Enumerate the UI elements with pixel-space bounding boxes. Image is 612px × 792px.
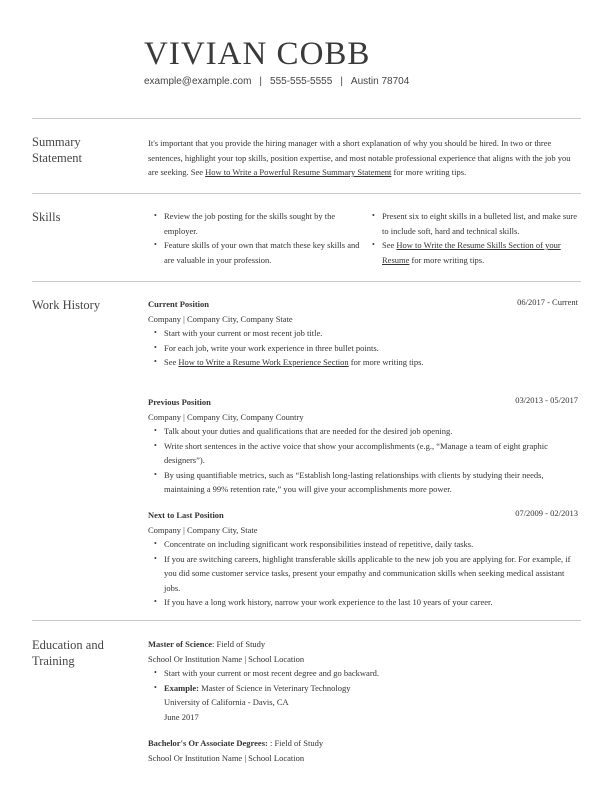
divider <box>32 281 581 282</box>
email-text: example@example.com <box>144 76 252 87</box>
degree-name: Bachelor's Or Associate Degrees: <box>148 738 268 748</box>
summary-heading <box>32 134 82 166</box>
job-dates: 03/2013 - 05/2017 <box>515 395 578 405</box>
example-label: Example: <box>164 682 199 693</box>
skill-item: • Feature skills of your own that match these key skills and are valuable in your profession. <box>148 238 362 267</box>
skills-right-list <box>366 209 580 267</box>
resume-name: VIVIAN COBB <box>144 36 371 72</box>
summary-link[interactable]: How to Write a Powerful Resume Summary Statement <box>205 167 392 177</box>
skill-item <box>366 238 580 267</box>
degree-field: : Field of Study <box>267 738 324 748</box>
job-bullet: • If you have a long work history, narrow your work experience to the last 10 years of your career. <box>148 595 580 610</box>
summary-heading-line1: Summary <box>32 135 81 149</box>
location-text: Austin 78704 <box>350 76 410 87</box>
job-title: Next to Last Position <box>148 510 224 520</box>
example-degree: Master of Science in Veterinary Technology <box>198 682 351 693</box>
job-entry <box>148 508 580 610</box>
degree-name: Master of Science <box>148 639 213 649</box>
separator: | <box>259 76 263 87</box>
degree-line <box>148 637 580 652</box>
job-entry <box>148 395 580 497</box>
skill-item: • Review the job posting for the skills sought by the employer. <box>148 209 362 238</box>
job-bullet: • By using quantifiable metrics, such as “Establish long-lasting relationships with clients by studying their needs, maintaining a 99% retention rate,” you will give your accomplishments more power. <box>148 468 580 497</box>
job-entry <box>148 297 580 370</box>
job-bullet: • Talk about your duties and qualifications that are needed for the desired job opening. <box>148 424 580 439</box>
school-line: School Or Institution Name | School Location <box>148 653 305 664</box>
education-heading-line2: Training <box>32 654 75 668</box>
education-entry <box>148 736 580 765</box>
separator: | <box>340 76 343 87</box>
job-bullet <box>148 355 580 370</box>
summary-tail: for more writing tips. <box>391 167 467 177</box>
job-title: Current Position <box>148 299 209 309</box>
job-bullet: • Write short sentences in the active voice that show your accomplishments (e.g., “Manage a team of eight graphic designers”). <box>148 439 580 468</box>
job-company: Company | Company City, Company Country <box>148 411 304 422</box>
degree-line <box>148 736 580 751</box>
education-entry <box>148 637 580 724</box>
degree-field: : Field of Study <box>212 639 266 649</box>
summary-text <box>148 136 580 180</box>
summary-body: It's important that you provide the hiring manager with a short explanation of why you should be hired. In two or three sentences, highlight your top skills, position expertise, and most notable professional experience that aligns with the job you are seeking. See <box>148 138 571 177</box>
job-bullet: • For each job, write your work experience in three bullet points. <box>148 341 580 356</box>
skill-item: • Present six to eight skills in a bulleted list, and make sure to include soft, hard and technical skills. <box>366 209 580 238</box>
skills-link[interactable]: How to Write the Resume Skills Section of your Resume <box>382 240 561 265</box>
skills-heading: Skills <box>32 210 61 224</box>
divider <box>32 118 581 119</box>
divider <box>32 620 581 621</box>
job-dates: 06/2017 - Current <box>517 297 578 307</box>
job-title: Previous Position <box>148 397 211 407</box>
contact-line <box>144 76 409 87</box>
job-bullet: • If you are switching careers, highlight transferable skills applicable to the new job you are applying for. For example, if you did some customer service tasks, present your empathy and communication skills when seeking medical assistant jobs. <box>148 552 580 596</box>
skill-text: for more writing tips. <box>409 254 485 265</box>
bullet-text: See <box>164 357 179 367</box>
job-company: Company | Company City, State <box>148 524 258 535</box>
skills-left-list <box>148 209 362 267</box>
bullet-text: for more writing tips. <box>348 357 424 367</box>
job-company: Company | Company City, Company State <box>148 313 293 324</box>
job-bullet: • Concentrate on including significant work responsibilities instead of repetitive, daily tasks. <box>148 537 580 552</box>
summary-heading-line2: Statement <box>32 151 82 165</box>
example-date: June 2017 <box>164 711 199 722</box>
work-link[interactable]: How to Write a Resume Work Experience Section <box>178 357 349 367</box>
skill-text: See <box>382 240 397 250</box>
school-line: School Or Institution Name | School Location <box>148 752 305 763</box>
education-heading-line1: Education and <box>32 638 104 652</box>
divider <box>32 193 581 194</box>
work-heading: Work History <box>32 298 101 312</box>
example-school: University of California - Davis, CA <box>164 697 289 707</box>
phone-text: 555-555-5555 <box>270 76 333 87</box>
education-bullet <box>148 681 580 725</box>
job-bullet: • Start with your current or most recent job title. <box>148 326 580 341</box>
job-dates: 07/2009 - 02/2013 <box>515 508 578 518</box>
education-bullet: • Start with your current or most recent degree and go backward. <box>148 666 580 681</box>
education-heading <box>32 637 104 669</box>
